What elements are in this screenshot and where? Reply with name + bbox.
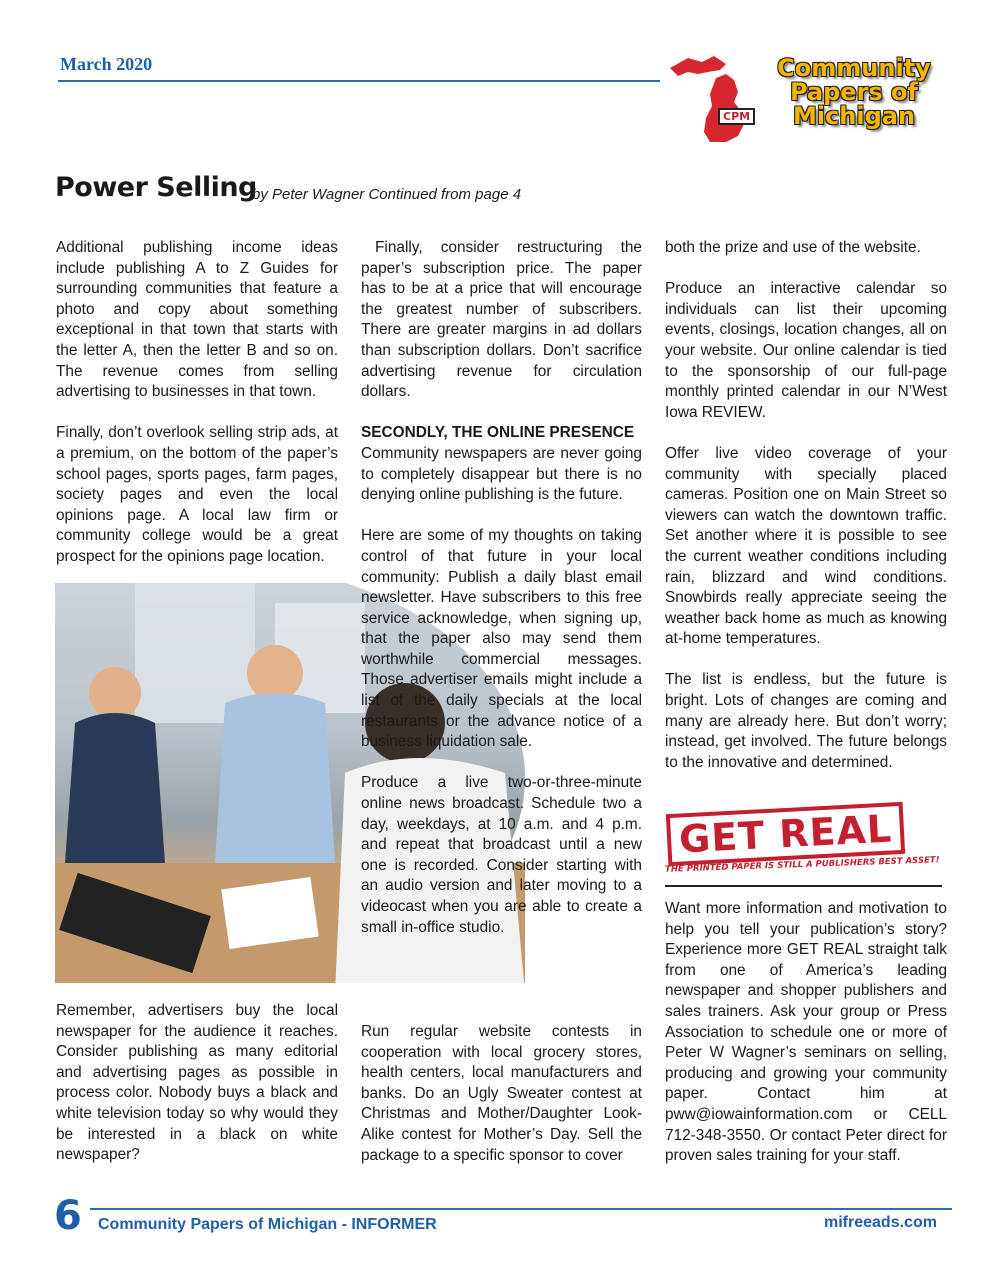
- logo-wordmark: [764, 56, 944, 128]
- logo-line-2: Papers of: [789, 78, 918, 106]
- get-real-banner: [665, 806, 945, 884]
- cpm-logo: [668, 50, 948, 150]
- get-real-title: GET REAL: [666, 802, 906, 866]
- paragraph: Produce an interactive calendar so individuals can list their upcoming events, closings, location changes, all on your website. Our online calendar is tied to the sponsorship of our full-page monthly printed calendar in our N’West Iowa REVIEW.: [665, 280, 947, 421]
- paragraph: Produce a live two-or-three-minute online news broadcast. Schedule two a day, weekdays, at 10 a.m. and 4 p.m. and repeat that broadcast until a new one is recorded. Consider starting with an audio version and later moving to a videocast when you are able to create a small in-office studio.: [361, 774, 642, 936]
- get-real-tagline: THE PRINTED PAPER IS STILL A PUBLISHERS BEST ASSET!: [664, 855, 940, 875]
- header-rule: [58, 80, 660, 82]
- footer-publication: Community Papers of Michigan - INFORMER: [98, 1216, 437, 1233]
- paragraph: both the prize and use of the website.: [665, 239, 921, 256]
- paragraph: Run regular website contests in cooperation with local grocery stores, health centers, local manufacturers and banks. Do an Ugly Sweater contest at Christmas and Mother/Daughter Look-Alike contest for Mother’s Day. Sell the package to a specific sponsor to cover: [361, 1023, 642, 1164]
- paragraph: Remember, advertisers buy the local newspaper for the audience it reaches. Consider publishing as many editorial and advertising pages as possible in process color. Nobody buys a black and white television today so why would they be interested in a black on white newspaper?: [56, 1002, 338, 1164]
- paragraph: Finally, consider restructuring the paper’s subscription price. The paper has to be at a price that will encourage the greatest number of subscribers. There are greater margins in ad dollars than subscription dollars. Don’t sacrifice advertising revenue for circulation dollars.: [361, 239, 642, 401]
- column-2-bottom: [361, 1022, 642, 1187]
- paragraph: Community newspapers are never going to completely disappear but there is no denying online publishing is the future.: [361, 444, 642, 504]
- page-number: 6: [54, 1193, 82, 1239]
- paragraph: The list is endless, but the future is bright. Lots of changes are coming and many are already here. But don’t worry; instead, get involved. The future belongs to the innovative and determined.: [665, 671, 947, 771]
- column-3-bottom: [665, 899, 947, 1187]
- paragraph: Offer live video coverage of your community with specially placed cameras. Position one on Main Street so viewers can watch the downtown traffic. Set another where it is possible to see the current weather conditions including rain, blizzard and wind conditions. Snowbirds really appreciate seeing the weather back home as much as knowing at-home temperatures.: [665, 444, 947, 648]
- paragraph: Additional publishing income ideas include publishing A to Z Guides for surrounding communities that feature a photo and copy about something exceptional in that town that starts with the letter A, then the letter B and so on. The revenue comes from selling advertising to businesses in that town.: [56, 239, 338, 401]
- paragraph: Finally, don’t overlook selling strip ads, at a premium, on the bottom of the paper’s school pages, sports pages, farm pages, society pages and even the local opinions page. A local law firm or community college would be a great prospect for the opinions page location.: [56, 424, 338, 565]
- get-real-rule: [665, 885, 942, 887]
- section-heading: SECONDLY, THE ONLINE PRESENCE: [361, 424, 635, 442]
- logo-line-1: Community: [777, 54, 931, 82]
- column-3: [665, 238, 947, 794]
- footer-rule: [90, 1208, 952, 1210]
- paragraph: Want more information and motivation to help you tell your publication’s story? Experience more GET REAL straight talk from one of America’s leading newspaper and shopper publishers and sales trainers. Ask your group or Press Association to schedule one or more of Peter W Wagner’s seminars on selling, producing and growing your community paper. Contact him at pww@iowainformation.com or CELL 712-348-3550. Or contact Peter direct for proven sales training for your staff.: [665, 900, 947, 1165]
- column-1: [56, 238, 338, 588]
- logo-line-3: Michigan: [792, 102, 916, 130]
- article-title: Power Selling: [55, 172, 257, 203]
- article-byline: by Peter Wagner Continued from page 4: [252, 186, 522, 203]
- column-2: [361, 238, 642, 959]
- footer-website[interactable]: mifreeads.com: [824, 1214, 937, 1231]
- michigan-map-icon: [668, 50, 768, 150]
- issue-date: March 2020: [60, 54, 153, 74]
- logo-badge: CPM: [718, 108, 755, 125]
- paragraph: Here are some of my thoughts on taking control of that future in your local community: Publish a daily blast email newsletter. Have subscribers to this free service acknowledge, when signing up, that the paper also may send them worthwhile commercial messages. Those advertiser emails might include a list of the daily specials at the local restaurants or the advance notice of a business liquidation sale.: [361, 527, 642, 751]
- column-1-bottom: [56, 1001, 338, 1186]
